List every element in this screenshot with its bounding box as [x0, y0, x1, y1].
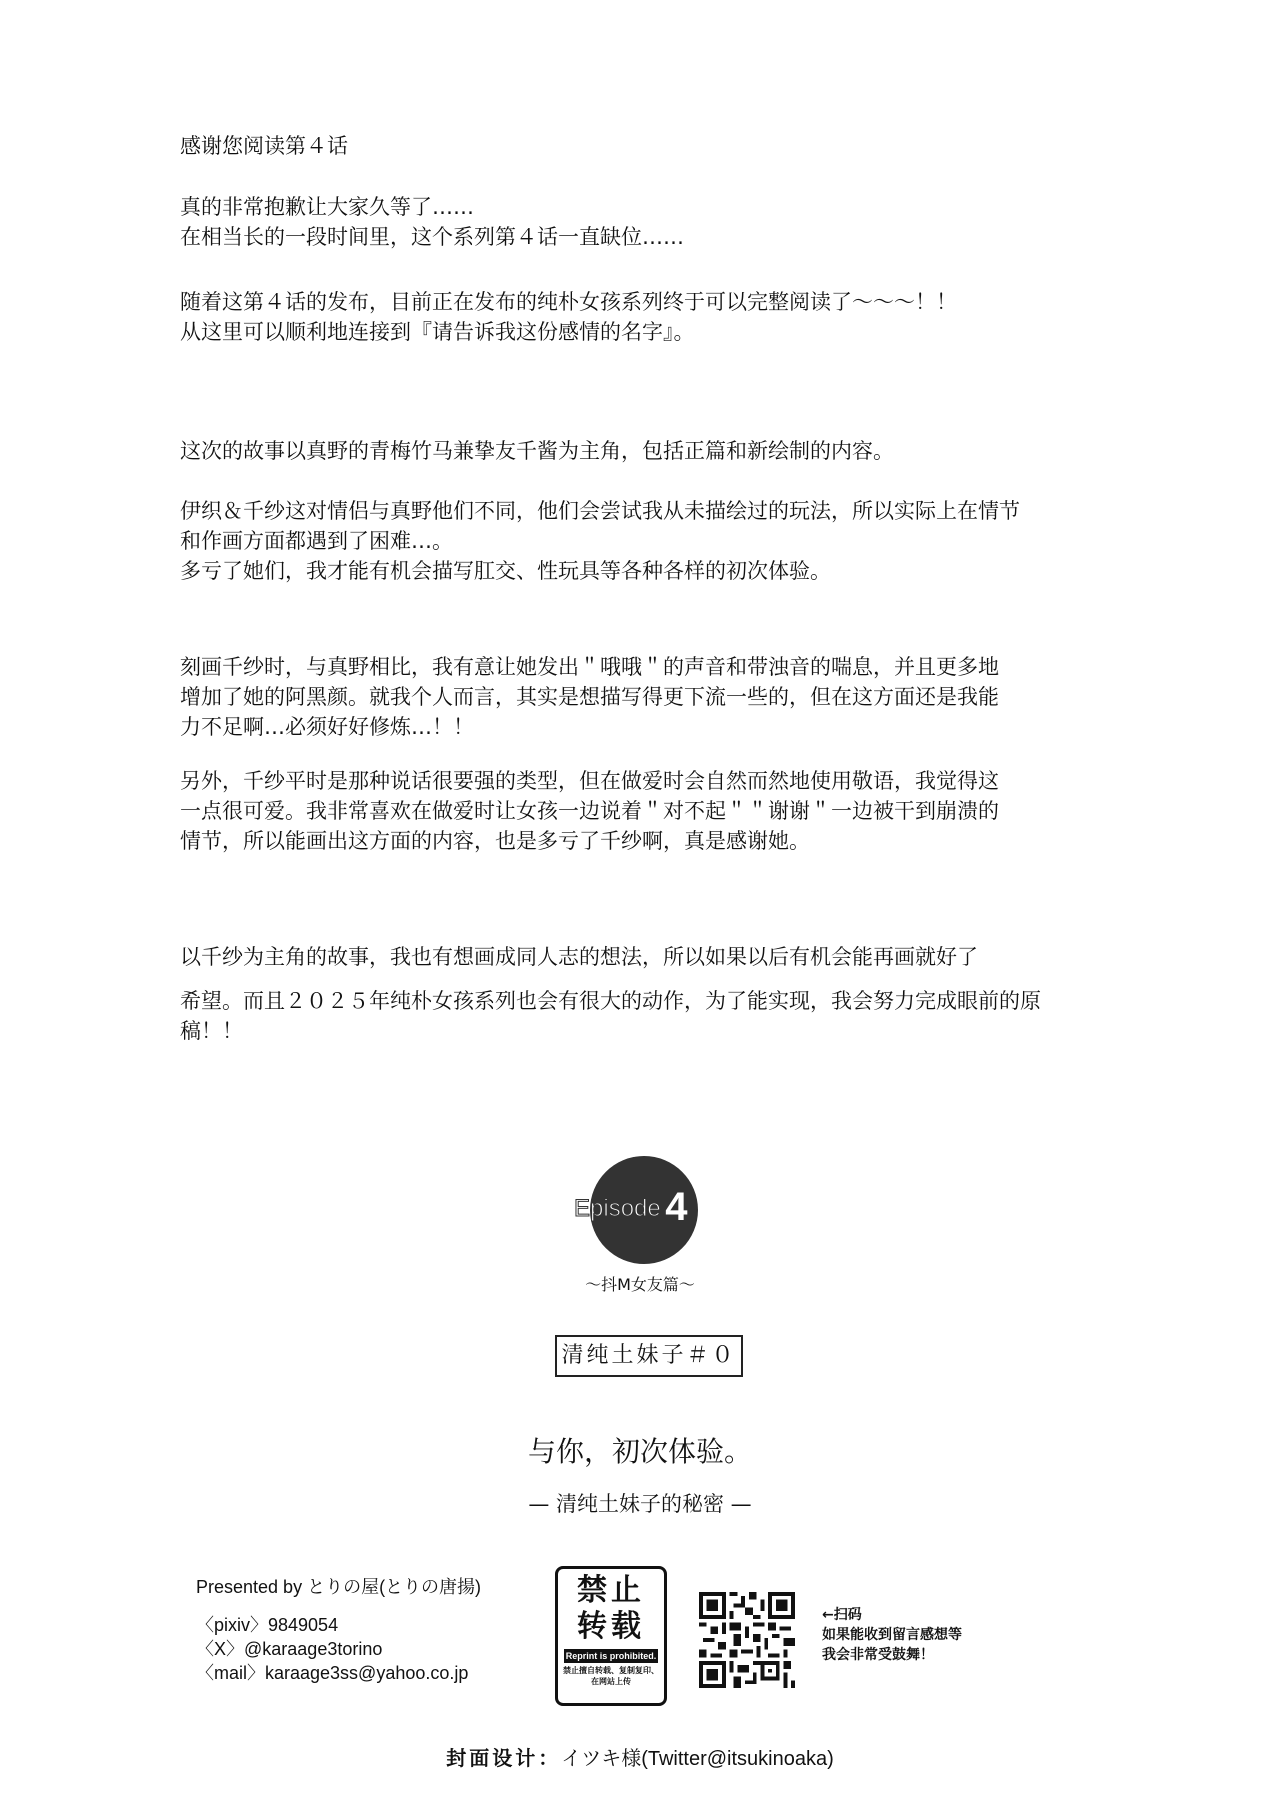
series-title-box: 清纯土妹子＃０	[555, 1335, 743, 1377]
stamp-line2: 转载	[577, 1609, 645, 1644]
episode-word: Episode	[574, 1195, 661, 1222]
afterword-doujin-plan: 以千纱为主角的故事，我也有想画成同人志的想法，所以如果以后有机会能再画就好了	[180, 945, 978, 969]
afterword-couple-note: 伊织＆千纱这对情侣与真野他们不同，他们会尝试我从未描绘过的玩法，所以实际上在情节 和作画方面都遇到了困难…。 多亏了她们，我才能有机会描写肛交、性玩具等各种各样的初次体验。	[180, 499, 1020, 583]
afterword-2025-plan: 希望。而且２０２５年纯朴女孩系列也会有很大的动作，为了能实现，我会努力完成眼前的原 稿！！	[180, 989, 1041, 1043]
credits-mail: 〈mail〉karaage3ss@yahoo.co.jp	[196, 1663, 469, 1683]
cover-design-value: イツキ様(Twitter@itsukinoaka)	[561, 1748, 834, 1770]
credits-block	[196, 1575, 536, 1685]
episode-subtitle: ～抖M女友篇～	[585, 1275, 695, 1294]
afterword-chisa-honorific: 另外，千纱平时是那种说话很要强的类型，但在做爱时会自然而然地使用敬语，我觉得这 一点很可爱。我非常喜欢在做爱时让女孩一边说着＂对不起＂＂谢谢＂一边被干到崩溃的 情节，所以能画出这方面的内容，也是多亏了千纱啊，真是感谢她。	[180, 769, 999, 853]
credits-x: 〈X〉@karaage3torino	[196, 1639, 383, 1659]
credits-presented: Presented by とりの屋(とりの唐揚)	[196, 1577, 482, 1597]
stamp-english: Reprint is prohibited.	[565, 1651, 657, 1661]
cover-design-label: 封面设计：	[446, 1746, 562, 1770]
stamp-line1: 禁止	[577, 1573, 645, 1608]
episode-badge	[574, 1185, 724, 1230]
episode-number: 4	[665, 1185, 688, 1229]
afterword-chisa-portrayal: 刻画千纱时，与真野相比，我有意让她发出＂哦哦＂的声音和带浊音的喘息，并且更多地 增加了她的阿黑颜。就我个人而言，其实是想描写得更下流一些的，但在这方面还是我能 力不足啊…必须好好修炼…！！	[180, 655, 999, 739]
afterword-thanks: 感谢您阅读第４话	[180, 134, 348, 158]
no-reprint-stamp	[555, 1566, 667, 1706]
sub-title: — 清纯土妹子的秘密 —	[528, 1492, 752, 1516]
qr-code-icon	[699, 1592, 795, 1688]
cover-design-credit	[0, 1742, 1280, 1771]
qr-note: ←扫码 如果能收到留言感想等 我会非常受鼓舞！	[822, 1607, 962, 1663]
afterword-release-note: 随着这第４话的发布，目前正在发布的纯朴女孩系列终于可以完整阅读了～～～！！ 从这里可以顺利地连接到『请告诉我这份感情的名字』。	[180, 290, 957, 344]
credits-pixiv: 〈pixiv〉9849054	[196, 1615, 339, 1635]
main-title: 与你，初次体验。	[527, 1435, 752, 1468]
afterword-story-intro: 这次的故事以真野的青梅竹马兼挚友千酱为主角，包括正篇和新绘制的内容。	[180, 439, 894, 463]
stamp-note: 禁止擅自转载、复制复印、在网站上传	[563, 1666, 659, 1686]
afterword-apology: 真的非常抱歉让大家久等了…… 在相当长的一段时间里，这个系列第４话一直缺位……	[180, 195, 684, 249]
